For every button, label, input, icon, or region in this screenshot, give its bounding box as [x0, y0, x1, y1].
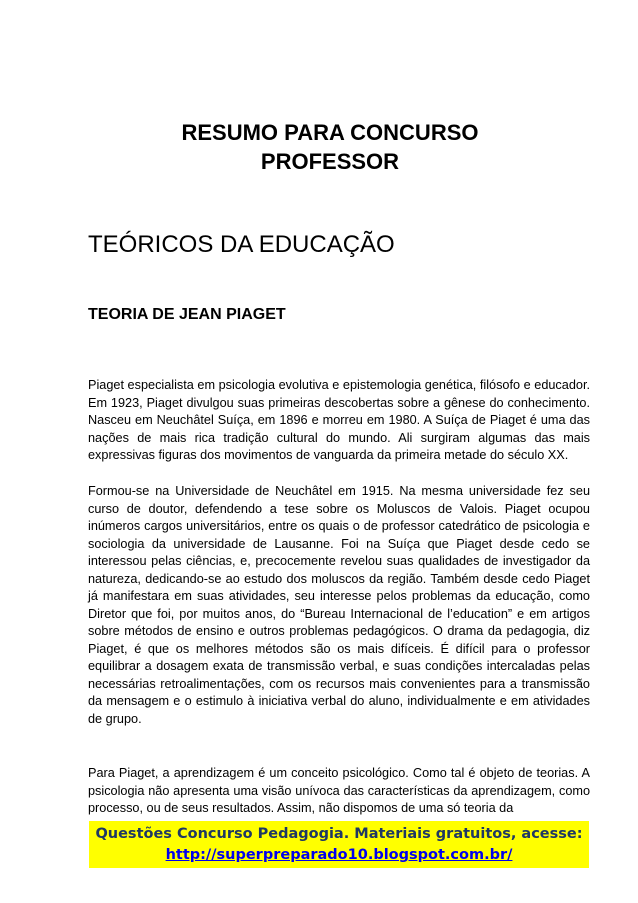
- paragraph-text: Para Piaget, a aprendizagem é um conceito psicológico. Como tal é objeto de teorias. A psicologia não apresenta uma visão unívoca das características da aprendizagem, como processo, ou de seus resultados. Assim, não dispomos de uma só teoria da: [88, 766, 590, 815]
- footer-banner: [89, 821, 589, 868]
- section-heading: TEÓRICOS DA EDUCAÇÃO: [88, 231, 395, 258]
- paragraph-text: Piaget especialista em psicologia evolutiva e epistemologia genética, filósofo e educador. Em 1923, Piaget divulgou suas primeiras descobertas sobre a gênese do conhecimento. Nasceu em Neuchâtel Suíça, em 1896 e morreu em 1980. A Suíça de Piaget é uma das nações de mais rica tradição cultural do mundo. Ali surgiram algumas das mais expressivas figuras dos movimentos de vanguarda da primeira metade do século XX.: [88, 378, 590, 462]
- footer-blog-link[interactable]: http://superpreparado10.blogspot.com.br/: [165, 847, 513, 863]
- subsection-heading: TEORIA DE JEAN PIAGET: [88, 306, 286, 323]
- title-line-2: PROFESSOR: [260, 149, 400, 174]
- footer-promo-text: Questões Concurso Pedagogia. Materiais gratuitos, acesse:: [95, 826, 583, 842]
- paragraph-2: [88, 483, 590, 728]
- paragraph-1: [88, 377, 590, 465]
- paragraph-3: [88, 765, 590, 818]
- paragraph-text: Formou-se na Universidade de Neuchâtel em 1915. Na mesma universidade fez seu curso de doutor, defendendo a tese sobre os Moluscos de Valois. Piaget ocupou inúmeros cargos universitários, entre os quais o de professor catedrático de psicologia e sociologia da universidade de Lausanne. Foi na Suíça que Piaget desde cedo se interessou pelas ciências, e, precocemente revelou suas qualidades de investigador da natureza, dedicando-se ao estudo dos moluscos da região. Também desde cedo Piaget já manifestara em suas atividades, seu interesse pelos problemas da educação, como Diretor que foi, por muitos anos, do “Bureau Internacional de l’education” e em artigos sobre métodos de ensino e outros problemas pedagógicos. O drama da pedagogia, diz Piaget, é que os melhores métodos são os mais difíceis. É difícil para o professor equilibrar a dosagem exata de transmissão verbal, e suas condições intercaladas pelas necessárias retroalimentações, com os recursos mais convenientes para a transmissão da mensagem e o estimulo à iniciativa verbal do aluno, individualmente e em atividades de grupo.: [88, 484, 590, 726]
- document-title: [60, 118, 600, 176]
- title-line-1: RESUMO PARA CONCURSO: [181, 120, 479, 145]
